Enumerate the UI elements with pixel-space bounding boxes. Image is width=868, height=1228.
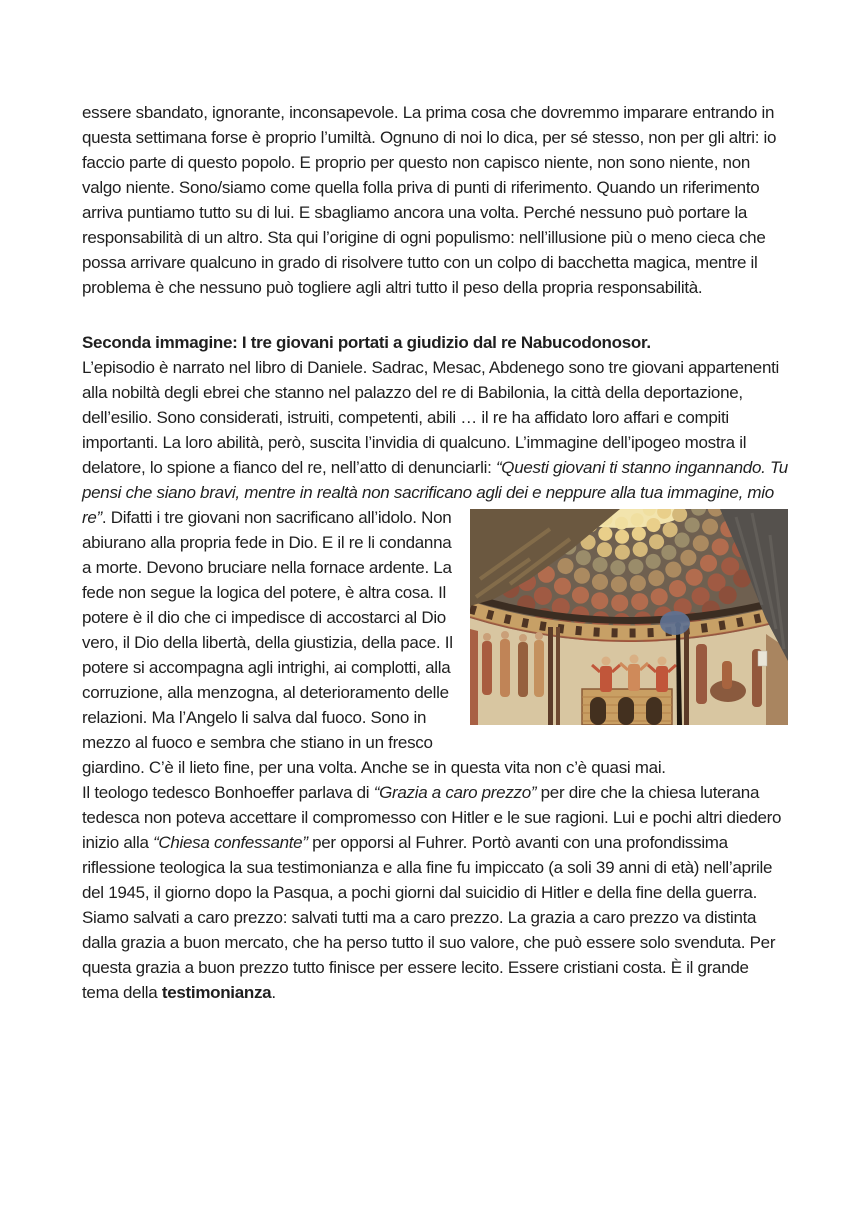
text-run: L’episodio è narrato nel libro di Daniele. Sadrac, Mesac, Abdenego sono tre giovani appartenenti alla nobiltà degli ebrei che stanno nel palazzo del re di Babilonia, la città della deportazione, dell’esilio. Sono considerati, istruiti, competenti, abili … il re ha affidato loro affari e compiti importanti. La loro abilità, però, suscita l’invidia di qualcuno. L’immagine dell’ipogeo mostra il delatore, lo spione a fianco del re, nell’atto di denunciarli: — [82, 358, 780, 477]
hypogeum-apse-fresco-photo — [470, 509, 788, 725]
page-content — [82, 100, 788, 1005]
paragraph-testimonianza — [82, 905, 788, 1005]
paragraph-bonhoeffer — [82, 780, 788, 905]
paragraph-episodio — [82, 355, 788, 505]
text-run: Il teologo tedesco Bonhoeffer parlava di — [82, 783, 374, 802]
quote-run: “Questi giovani ti stanno ingannando. Tu pensi che siano bravi, mentre in realtà non sacrificano agli dei e neppure alla tua immagine, mio — [82, 458, 788, 502]
text-run: per opporsi al Fuhrer. Portò avanti con una profondissima riflessione teologica la sua testimonianza e alla fine fu impiccato (a soli 39 anni di età) nell’aprile del 1945, il giorno dopo la Pasqua, a pochi giorni dal suicidio di Hitler e della fine della guerra. — [82, 833, 773, 902]
emphasis-run: testimonianza — [161, 983, 272, 1002]
section-heading — [82, 330, 788, 355]
heading-text: Seconda immagine: I tre giovani portati a giudizio dal re Nabucodonosor. — [82, 333, 651, 352]
quote-run: “Chiesa confessante” — [153, 833, 308, 852]
figure-wrap — [470, 509, 788, 725]
paragraph-fornace — [82, 505, 788, 780]
text-run: . Difatti i tre giovani non sacrificano all’idolo. Non abiurano alla propria fede in Dio. E il re li condanna a morte. Devono bruciare nella fornace ardente. La fede non segue la logica del potere, è altra cosa. Il potere è il dio che ci impedisce di accostarci al Dio vero, il Dio della libertà, della giustizia, della pace. Il potere si accompagna agli intrighi, ai complotti, alla corruzione, alla menzogna, al deterioramento delle relazioni. Ma l’Angelo li salva dal fuoco. Sono in mezzo al fuoco e sembra che stiano in un fresco giardino. C’è il lieto fine, per una volta. Anche se in questa vita non c’è quasi mai. — [82, 508, 666, 777]
text-run: per dire che la chiesa luterana tedesca non poteva accettare il compromesso con Hitler e le sue ragioni. Lui e pochi altri diedero inizio alla — [82, 783, 782, 852]
paragraph-umilta — [82, 100, 788, 300]
text-run: essere sbandato, ignorante, inconsapevole. La prima cosa che dovremmo imparare entrando in questa settimana forse è proprio l’umiltà. Ognuno di noi lo dica, per sé stesso, non per gli altri: io faccio parte di questo popolo. E proprio per questo non capisco niente, non sono niente, non valgo niente. Sono/siamo come quella folla priva di punti di riferimento. Quando un riferimento arriva puntiamo tutto su di lui. E sbagliamo ancora una volta. Perché nessuno può portare la responsabilità di un altro. Sta qui l’origine di ogni populismo: nell’illusione più o meno cieca che possa arrivare qualcuno in grado di risolvere tutto con un colpo di bacchetta magica, mentre il problema è che nessuno può togliere agli altri tutto il peso della propria responsabilità. — [82, 103, 777, 297]
quote-run: “Grazia a caro prezzo” — [373, 783, 537, 802]
text-run: Siamo salvati a caro prezzo: salvati tutti ma a caro prezzo. La grazia a caro prezzo va distinta dalla grazia a buon mercato, che ha perso tutto il suo valore, che può essere solo svenduta. Per questa grazia a buon prezzo tutto finisce per essere lecito. Essere cristiani costa. È il grande tema della — [82, 908, 776, 1002]
text-run: . — [271, 983, 276, 1002]
quote-run: re” — [82, 508, 102, 527]
